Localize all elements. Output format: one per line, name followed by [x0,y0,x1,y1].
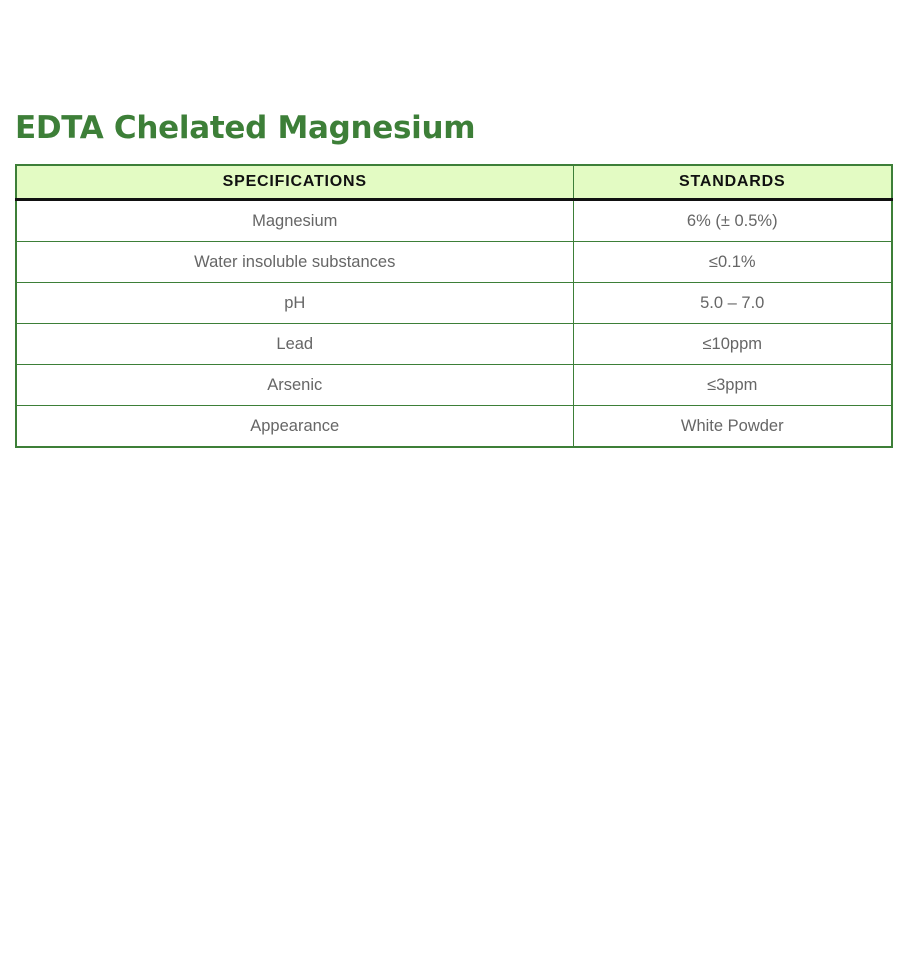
specifications-table [15,164,893,448]
spec-cell: Water insoluble substances [16,242,573,283]
standard-cell: White Powder [573,406,892,448]
spec-cell: Arsenic [16,365,573,406]
page-title: EDTA Chelated Magnesium [15,110,476,146]
standard-cell: 6% (± 0.5%) [573,200,892,242]
table-row [16,406,892,448]
standard-cell: ≤10ppm [573,324,892,365]
table-row [16,242,892,283]
table-row [16,200,892,242]
spec-cell: pH [16,283,573,324]
spec-cell: Appearance [16,406,573,448]
spec-cell: Magnesium [16,200,573,242]
standard-cell: ≤3ppm [573,365,892,406]
standard-cell: 5.0 – 7.0 [573,283,892,324]
table-header-row [16,165,892,200]
table-row [16,283,892,324]
spec-cell: Lead [16,324,573,365]
header-standards: STANDARDS [573,165,892,200]
standard-cell: ≤0.1% [573,242,892,283]
table-row [16,365,892,406]
table-row [16,324,892,365]
header-specifications: SPECIFICATIONS [16,165,573,200]
